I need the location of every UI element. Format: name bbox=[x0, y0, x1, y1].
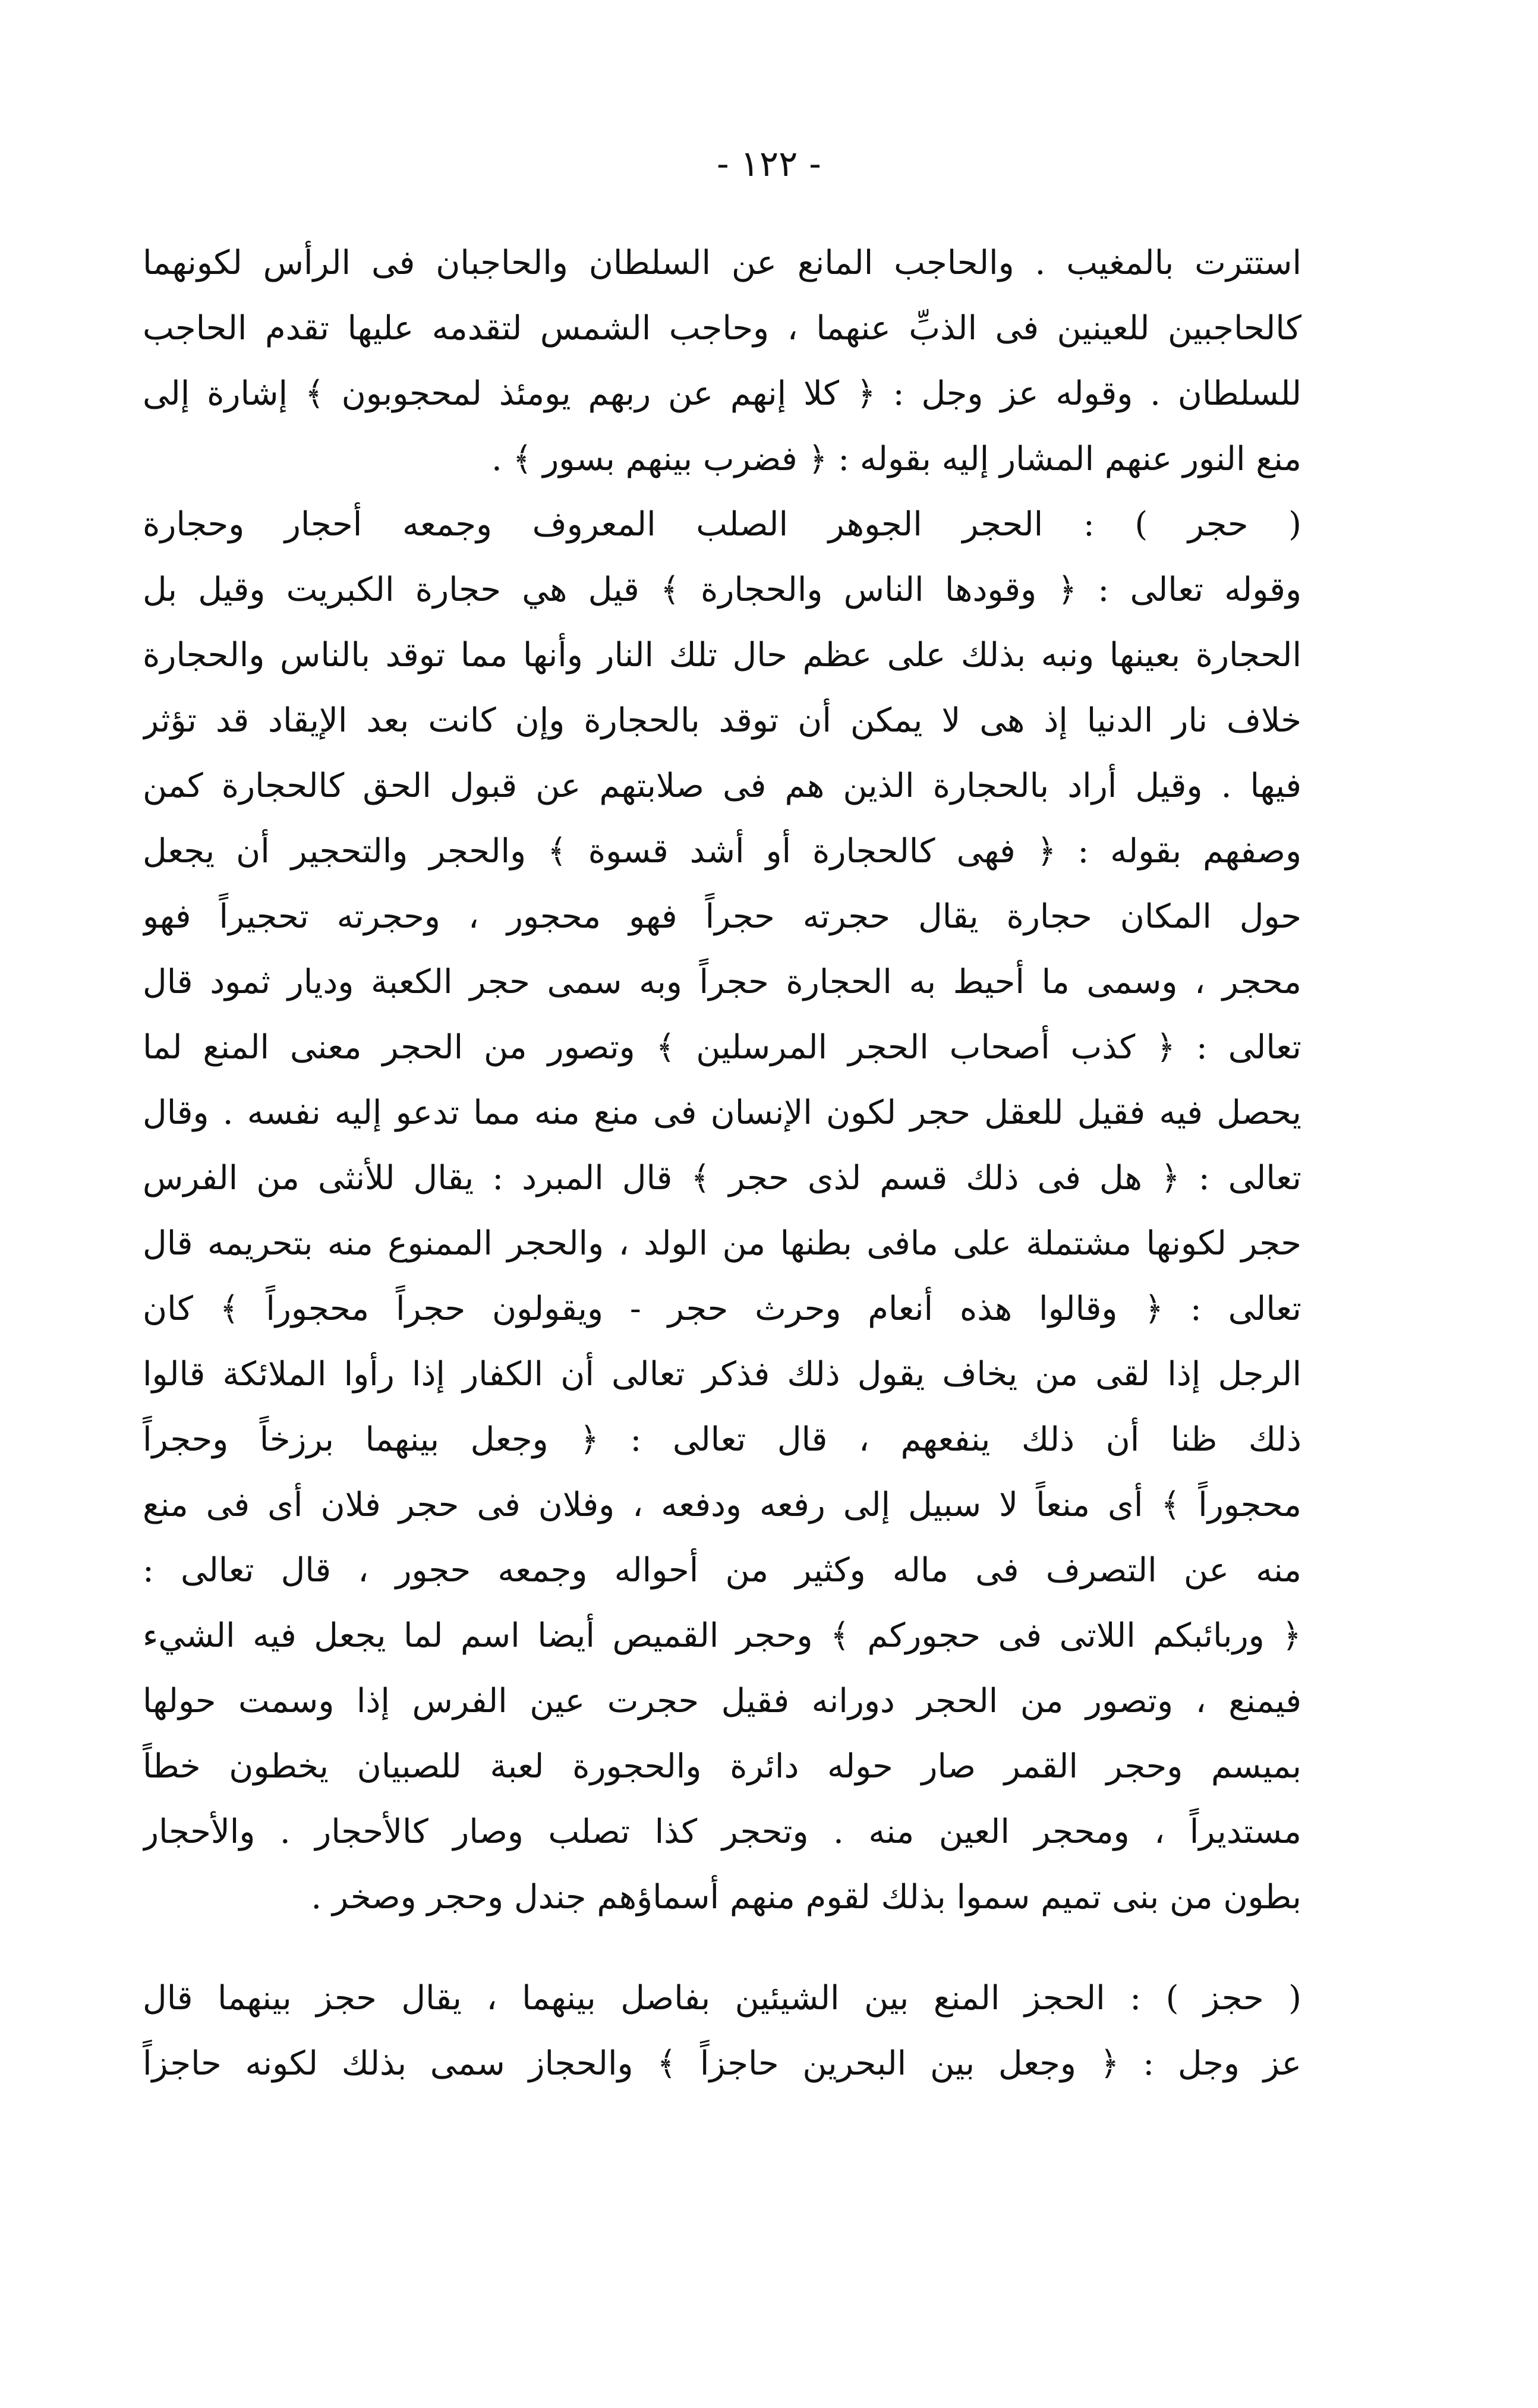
text-line: بميسم وحجر القمر صار حوله دائرة والحجورة لعبة للصبيان يخطون خطاً bbox=[143, 1747, 1301, 1786]
text-line: محجوراً ﴾ أى منعاً لا سبيل إلى رفعه ودفعه ، وفلان فى حجر فلان أى فى منع bbox=[143, 1486, 1301, 1524]
text-line: عز وجل : ﴿ وجعل بين البحرين حاجزاً ﴾ والحجاز سمى بذلك لكونه حاجزاً bbox=[143, 2044, 1301, 2083]
text-line: حول المكان حجارة يقال حجرته حجراً فهو محجور ، وحجرته تحجيراً فهو bbox=[143, 897, 1301, 936]
text-line: الرجل إذا لقى من يخاف يقول ذلك فذكر تعالى أن الكفار إذا رأوا الملائكة قالوا bbox=[143, 1355, 1301, 1394]
text-line: كالحاجبين للعينين فى الذبِّ عنهما ، وحاجب الشمس لتقدمه عليها تقدم الحاجب bbox=[143, 309, 1301, 348]
paragraph-block bbox=[143, 1966, 1301, 2097]
text-line: استترت بالمغيب . والحاجب المانع عن السلطان والحاجبان فى الرأس لكونهما bbox=[143, 244, 1301, 282]
text-line: منه عن التصرف فى ماله وكثير من أحواله وجمعه حجور ، قال تعالى : bbox=[143, 1551, 1301, 1590]
text-line: الحجارة بعينها ونبه بذلك على عظم حال تلك النار وأنها مما توقد بالناس والحجارة bbox=[143, 636, 1301, 675]
page-number: - ١٢٢ - bbox=[717, 143, 821, 185]
text-line: منع النور عنهم المشار إليه بقوله : ﴿ فضرب بينهم بسور ﴾ . bbox=[491, 440, 1301, 478]
text-line: تعالى : ﴿ وقالوا هذه أنعام وحرث حجر - ويقولون حجراً محجوراً ﴾ كان bbox=[143, 1290, 1301, 1328]
text-line: ( حجز ) : الحجز المنع بين الشيئين بفاصل بينهما ، يقال حجز بينهما قال bbox=[143, 1979, 1301, 2018]
text-line: تعالى : ﴿ كذب أصحاب الحجر المرسلين ﴾ وتصور من الحجر معنى المنع لما bbox=[143, 1028, 1301, 1067]
paragraph-block bbox=[143, 231, 1301, 1930]
text-line: يحصل فيه فقيل للعقل حجر لكون الإنسان فى منع منه مما تدعو إليه نفسه . وقال bbox=[143, 1093, 1301, 1132]
text-line: ﴿ وربائبكم اللاتى فى حجوركم ﴾ وحجر القميص أيضا اسم لما يجعل فيه الشيء bbox=[143, 1616, 1301, 1655]
paragraph-gap bbox=[143, 1930, 1301, 1966]
text-line: بطون من بنى تميم سموا بذلك لقوم منهم أسماؤهم جندل وحجر وصخر . bbox=[311, 1878, 1301, 1917]
text-line: حجر لكونها مشتملة على مافى بطنها من الولد ، والحجر الممنوع منه بتحريمه قال bbox=[143, 1224, 1301, 1263]
text-line: محجر ، وسمى ما أحيط به الحجارة حجراً وبه سمى حجر الكعبة وديار ثمود قال bbox=[143, 963, 1301, 1001]
text-line: وصفهم بقوله : ﴿ فهى كالحجارة أو أشد قسوة ﴾ والحجر والتحجير أن يجعل bbox=[143, 832, 1301, 871]
text-line: مستديراً ، ومحجر العين منه . وتحجر كذا تصلب وصار كالأحجار . والأحجار bbox=[143, 1813, 1301, 1851]
text-line: وقوله تعالى : ﴿ وقودها الناس والحجارة ﴾ قيل هي حجارة الكبريت وقيل بل bbox=[143, 571, 1301, 609]
text-line: فيمنع ، وتصور من الحجر دورانه فقيل حجرت عين الفرس إذا وسمت حولها bbox=[143, 1682, 1301, 1720]
text-line: ذلك ظنا أن ذلك ينفعهم ، قال تعالى : ﴿ وجعل بينهما برزخاً وحجراً bbox=[143, 1420, 1301, 1459]
text-line: ( حجر ) : الحجر الجوهر الصلب المعروف وجمعه أحجار وحجارة bbox=[143, 505, 1301, 544]
page-body bbox=[143, 231, 1301, 2097]
text-line: فيها . وقيل أراد بالحجارة الذين هم فى صلابتهم عن قبول الحق كالحجارة كمن bbox=[143, 767, 1301, 805]
text-line: للسلطان . وقوله عز وجل : ﴿ كلا إنهم عن ربهم يومئذ لمحجوبون ﴾ إشارة إلى bbox=[143, 374, 1301, 413]
text-line: خلاف نار الدنيا إذ هى لا يمكن أن توقد بالحجارة وإن كانت بعد الإيقاد قد تؤثر bbox=[143, 701, 1301, 740]
text-line: تعالى : ﴿ هل فى ذلك قسم لذى حجر ﴾ قال المبرد : يقال للأنثى من الفرس bbox=[143, 1159, 1301, 1197]
